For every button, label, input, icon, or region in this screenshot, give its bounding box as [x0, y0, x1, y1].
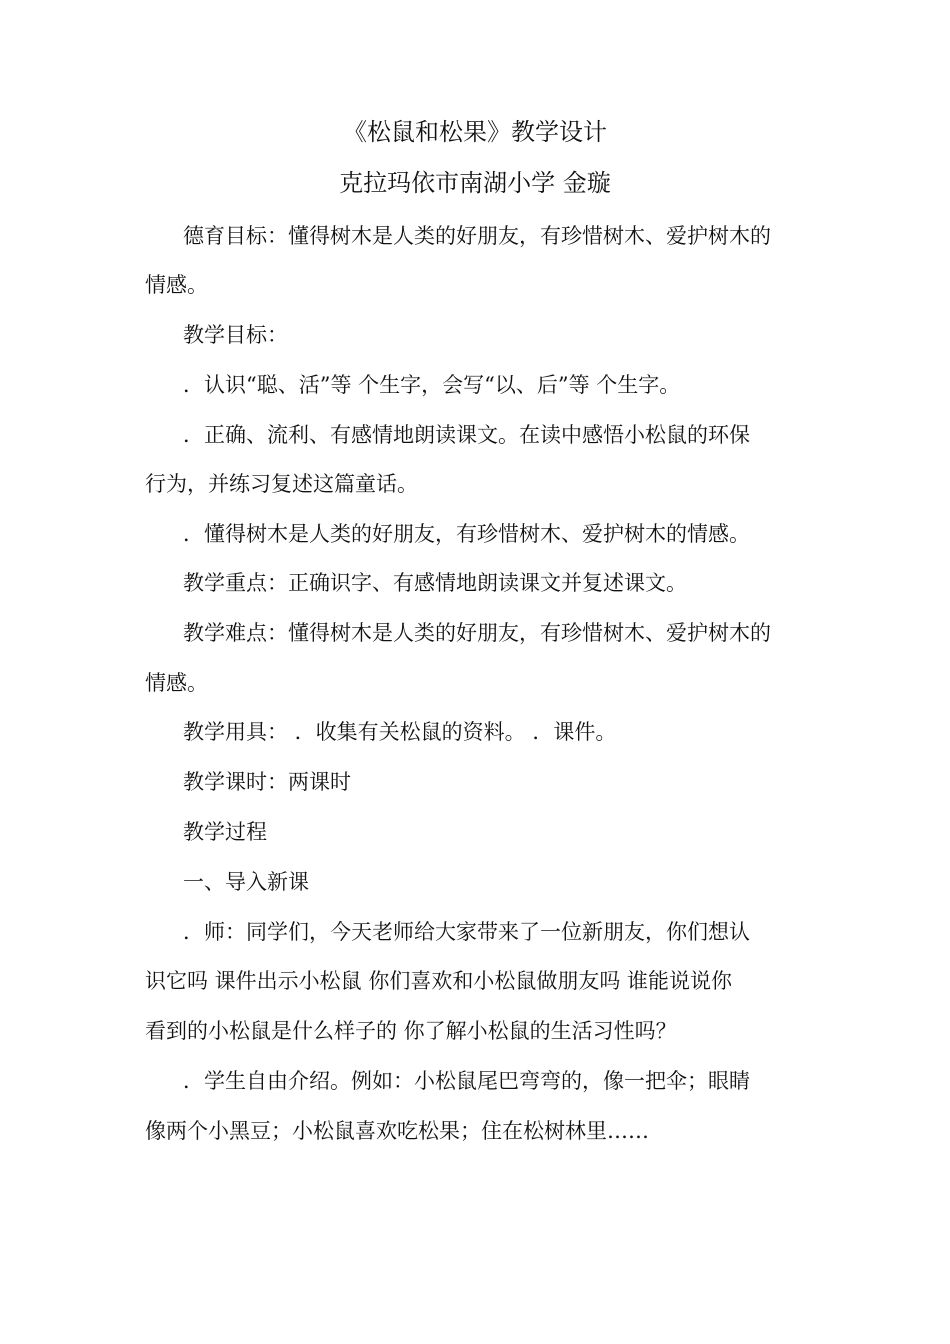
author-line: 克拉玛依市南湖小学 金璇 [339, 169, 611, 197]
process-item-2: ．学生自由介绍。例如：小松鼠尾巴弯弯的，像一把伞；眼睛 [183, 1069, 750, 1093]
teaching-process-heading: 教学过程 [183, 820, 267, 844]
difficulties-line: 教学难点：懂得树木是人类的好朋友，有珍惜树木、爱护树木的 [183, 621, 771, 645]
class-hours-line: 教学课时：两课时 [183, 770, 351, 794]
process-item-1-cont: 识它吗 课件出示小松鼠 你们喜欢和小松鼠做朋友吗 谁能说说你 [145, 969, 733, 993]
section-heading-intro: 一、导入新课 [183, 870, 309, 894]
goal-item-1: ．认识“聪、活”等 个生字，会写“以、后”等 个生字。 [183, 373, 681, 397]
difficulties-line-cont: 情感。 [145, 671, 208, 695]
process-item-2-cont: 像两个小黑豆；小松鼠喜欢吃松果；住在松树林里…… [145, 1119, 649, 1143]
moral-goal-line: 德育目标：懂得树木是人类的好朋友，有珍惜树木、爱护树木的 [183, 224, 771, 248]
goal-item-2-cont: 行为，并练习复述这篇童话。 [145, 472, 418, 496]
moral-goal-line-cont: 情感。 [145, 273, 208, 297]
key-points-line: 教学重点：正确识字、有感情地朗读课文并复述课文。 [183, 571, 687, 595]
process-item-1-cont-2: 看到的小松鼠是什么样子的 你了解小松鼠的生活习性吗？ [145, 1019, 677, 1043]
process-item-1: ．师：同学们，今天老师给大家带来了一位新朋友，你们想认 [183, 920, 750, 944]
goal-item-3: ．懂得树木是人类的好朋友，有珍惜树木、爱护树木的情感。 [183, 522, 750, 546]
document-title: 《松鼠和松果》教学设计 [343, 118, 607, 146]
teaching-tools-line: 教学用具： ．收集有关松鼠的资料。 ．课件。 [183, 720, 617, 744]
goal-item-2: ．正确、流利、有感情地朗读课文。在读中感悟小松鼠的环保 [183, 423, 750, 447]
teaching-goals-heading: 教学目标： [183, 323, 288, 347]
